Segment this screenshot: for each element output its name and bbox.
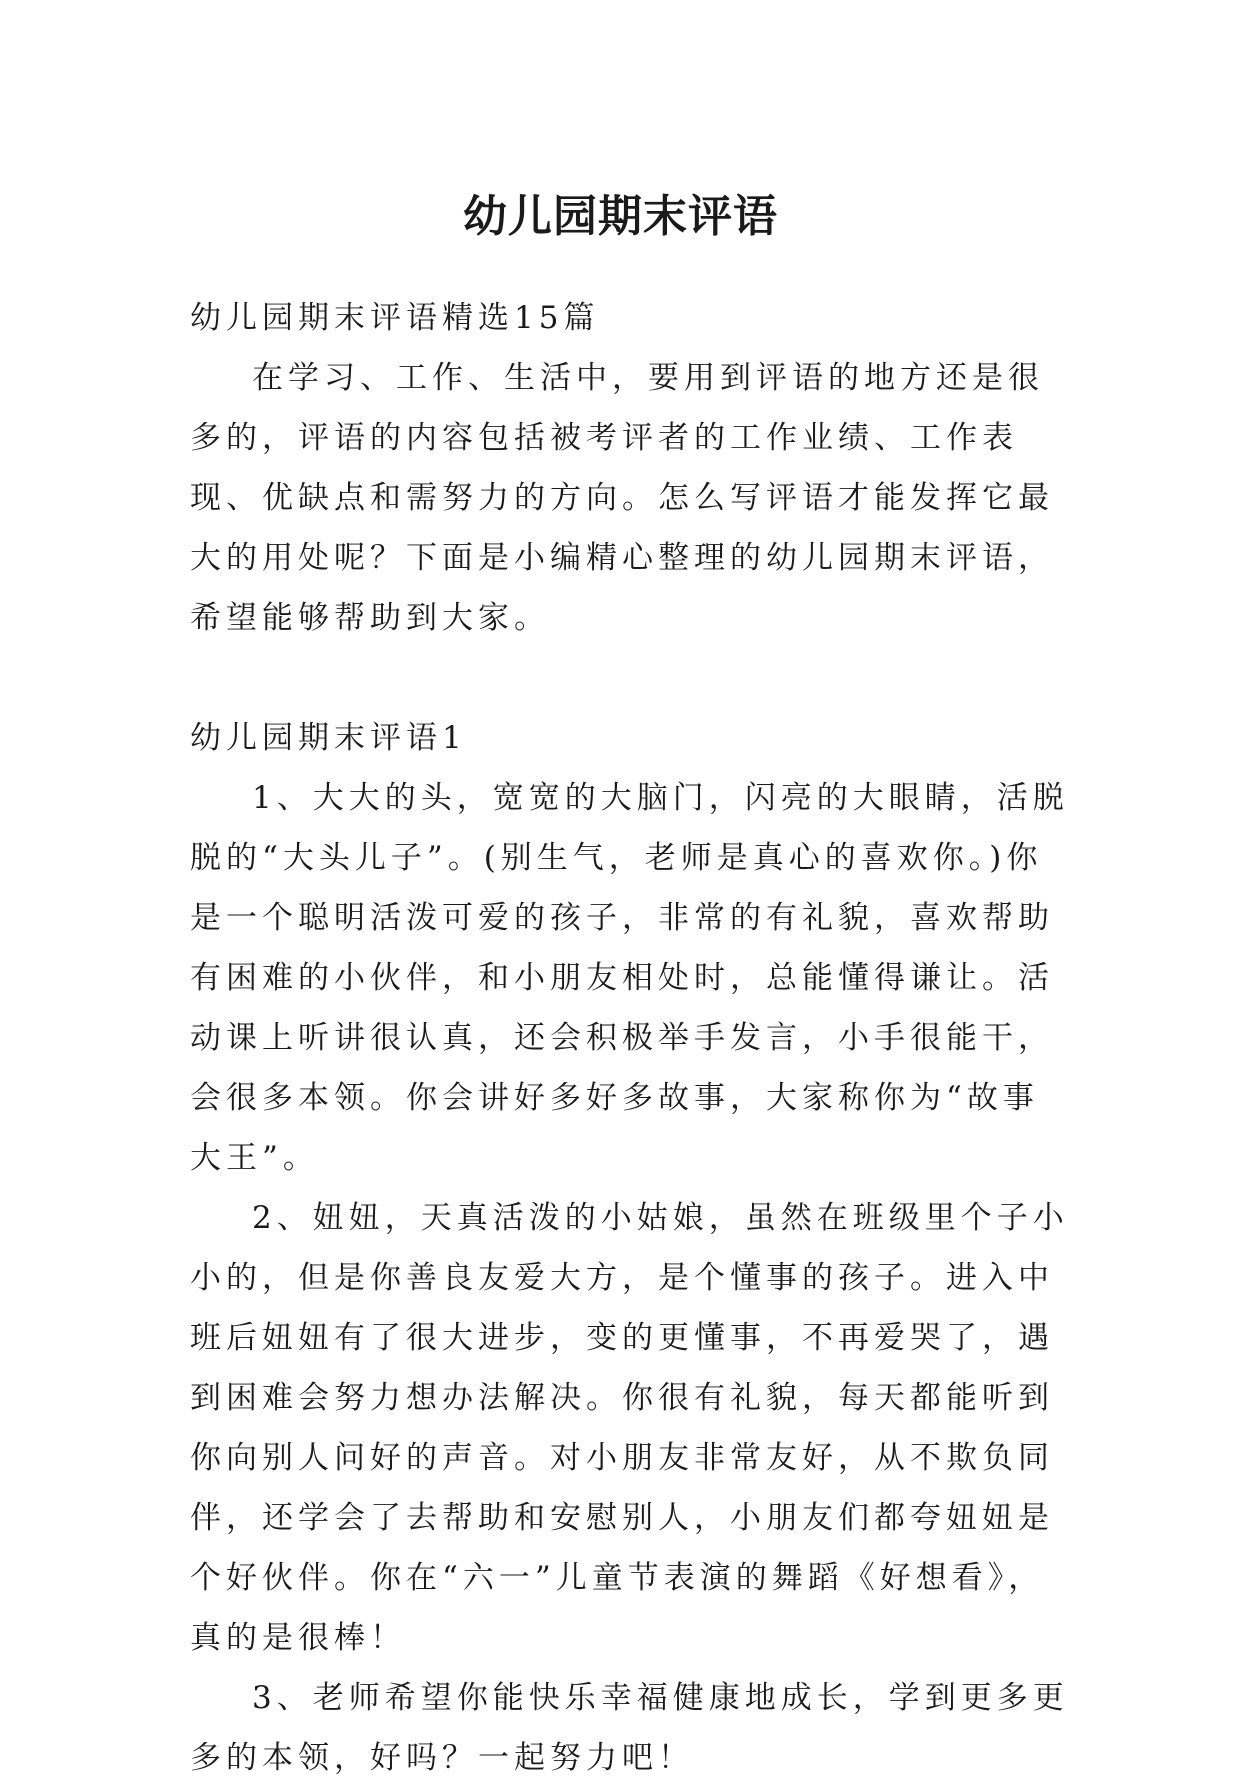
intro-paragraph: 在学习、工作、生活中，要用到评语的地方还是很多的，评语的内容包括被考评者的工作业绩、工作表现、优缺点和需努力的方向。怎么写评语才能发挥它最大的用处呢？下面是小编精心整理的幼儿园期末评语，希望能够帮助到大家。 [190,360,1054,636]
document-subtitle: 幼儿园期末评语精选15篇 [190,300,600,336]
document-body [190,288,1070,1788]
section-heading: 幼儿园期末评语1 [190,720,467,756]
comment-item-3: 3、老师希望你能快乐幸福健康地成长，学到更多更多的本领，好吗？一起努力吧！ [190,1680,1069,1776]
comment-item-1: 1、大大的头，宽宽的大脑门，闪亮的大眼睛，活脱脱的“大头儿子”。(别生气，老师是真心的喜欢你。)你是一个聪明活泼可爱的孩子，非常的有礼貌，喜欢帮助有困难的小伙伴，和小朋友相处时，总能懂得谦让。活动课上听讲很认真，还会积极举手发言，小手很能干，会很多本领。你会讲好多好多故事，大家称你为“故事大王”。 [190,780,1069,1176]
comment-item-2: 2、妞妞，天真活泼的小姑娘，虽然在班级里个子小小的，但是你善良友爱大方，是个懂事的孩子。进入中班后妞妞有了很大进步，变的更懂事，不再爱哭了，遇到困难会努力想办法解决。你很有礼貌，每天都能听到你向别人问好的声音。对小朋友非常友好，从不欺负同伴，还学会了去帮助和安慰别人，小朋友们都夸妞妞是个好伙伴。你在“六一”儿童节表演的舞蹈《好想看》，真的是很棒！ [190,1200,1069,1656]
document-title: 幼儿园期末评语 [463,191,778,243]
paragraph-spacer [190,648,1070,708]
